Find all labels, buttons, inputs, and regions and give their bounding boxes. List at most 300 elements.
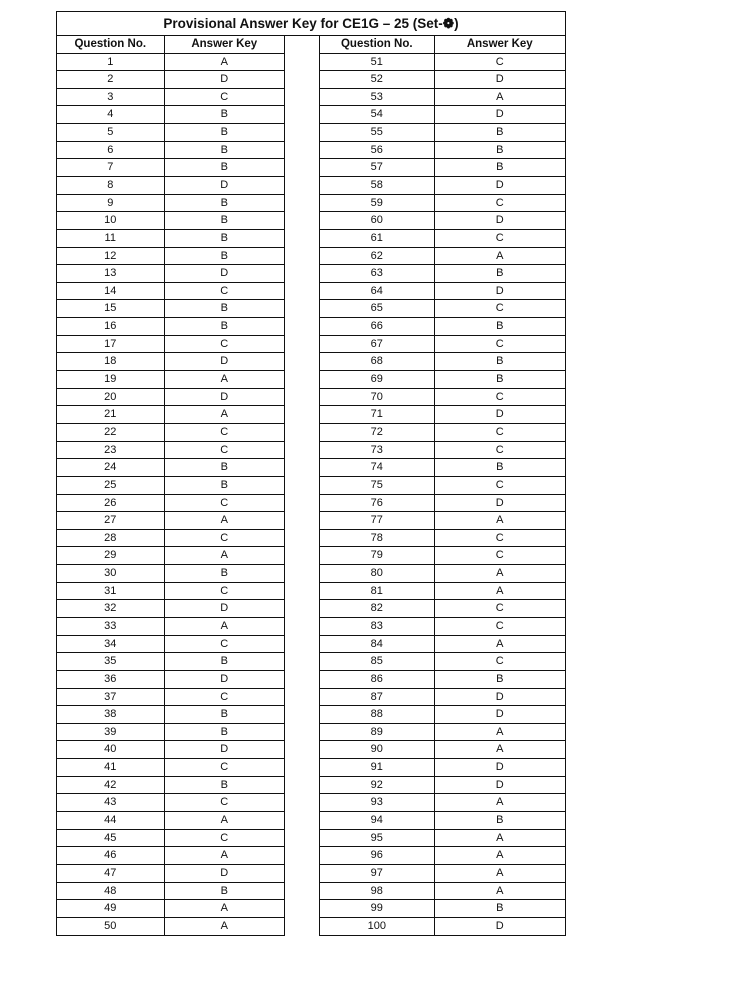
answer-key-cell: B <box>220 214 228 227</box>
table-row <box>57 388 284 406</box>
table-row <box>320 564 565 582</box>
answer-key-cell: B <box>220 320 228 333</box>
answer-key-cell: A <box>496 514 504 527</box>
answer-key-cell: B <box>220 725 228 738</box>
question-number-cell: 48 <box>57 883 165 900</box>
answer-key-cell: D <box>220 390 229 403</box>
question-number-cell: 6 <box>57 142 165 159</box>
question-number-cell: 93 <box>320 794 435 811</box>
table-row <box>57 811 284 829</box>
answer-key-cell: B <box>496 814 504 827</box>
answer-key-cell: A <box>496 866 504 879</box>
table-row <box>57 688 284 706</box>
answer-key-cell: C <box>220 337 229 350</box>
table-row <box>57 635 284 653</box>
table-row <box>57 176 284 194</box>
question-number-cell: 90 <box>320 741 435 758</box>
question-number-cell: 35 <box>57 653 165 670</box>
table-row <box>57 599 284 617</box>
question-number-cell: 70 <box>320 389 435 406</box>
table-row <box>320 317 565 335</box>
table-row <box>57 723 284 741</box>
question-number-cell: 91 <box>320 759 435 776</box>
question-number-cell: 62 <box>320 248 435 265</box>
question-number-cell: 42 <box>57 777 165 794</box>
answer-key-cell: B <box>496 161 504 174</box>
table-row <box>320 194 565 212</box>
table-row <box>57 317 284 335</box>
question-number-cell: 47 <box>57 865 165 882</box>
question-number-cell: 95 <box>320 830 435 847</box>
table-row <box>57 740 284 758</box>
table-row <box>57 211 284 229</box>
answer-key-cell: D <box>220 866 229 879</box>
answer-key-cell: A <box>496 637 504 650</box>
answer-key-cell: A <box>220 849 228 862</box>
question-number-cell: 7 <box>57 159 165 176</box>
question-number-cell: 44 <box>57 812 165 829</box>
table-row <box>320 599 565 617</box>
answer-key-cell: C <box>495 196 504 209</box>
answer-key-cell: D <box>495 284 504 297</box>
answer-key-cell: B <box>496 373 504 386</box>
question-number-cell: 39 <box>57 724 165 741</box>
table-row <box>320 688 565 706</box>
answer-key-cell: C <box>220 761 229 774</box>
answer-key-cell: A <box>220 55 228 68</box>
question-number-cell: 64 <box>320 283 435 300</box>
answer-key-cell: A <box>496 831 504 844</box>
question-number-cell: 60 <box>320 212 435 229</box>
question-number-cell: 65 <box>320 300 435 317</box>
table-row <box>57 105 284 123</box>
answer-key-cell: C <box>495 549 504 562</box>
answer-key-cell: B <box>496 672 504 685</box>
question-number-cell: 13 <box>57 265 165 282</box>
answer-key-cell: C <box>220 443 229 456</box>
table-row <box>57 846 284 864</box>
question-number-cell: 79 <box>320 547 435 564</box>
answer-key-cell: A <box>220 373 228 386</box>
table-row <box>57 670 284 688</box>
question-number-cell: 43 <box>57 794 165 811</box>
table-row <box>320 105 565 123</box>
answer-key-cell: A <box>496 584 504 597</box>
table-row <box>320 458 565 476</box>
table-row <box>57 141 284 159</box>
table-row <box>320 917 565 935</box>
answer-key-cell: D <box>495 178 504 191</box>
table-row <box>320 899 565 917</box>
answer-key-cell: C <box>495 531 504 544</box>
answer-key-cell: D <box>495 214 504 227</box>
answer-key-cell: C <box>220 425 229 438</box>
question-number-cell: 10 <box>57 212 165 229</box>
answer-key-cell: A <box>220 902 228 915</box>
table-row <box>320 546 565 564</box>
answer-key-cell: A <box>496 249 504 262</box>
question-number-cell: 31 <box>57 583 165 600</box>
answer-key-cell: A <box>496 90 504 103</box>
question-number-cell: 87 <box>320 689 435 706</box>
question-number-cell: 27 <box>57 512 165 529</box>
table-row <box>57 705 284 723</box>
answer-key-cell: D <box>495 108 504 121</box>
question-number-cell: 20 <box>57 389 165 406</box>
answer-key-cell: C <box>495 655 504 668</box>
answer-key-sheet <box>56 11 566 934</box>
table-row <box>320 229 565 247</box>
table-row <box>320 441 565 459</box>
table-row <box>57 458 284 476</box>
question-number-cell: 78 <box>320 530 435 547</box>
answer-key-cell: A <box>220 919 228 932</box>
table-row <box>320 494 565 512</box>
table-row <box>320 476 565 494</box>
answer-key-cell: B <box>220 478 228 491</box>
table-row <box>57 264 284 282</box>
question-number-cell: 77 <box>320 512 435 529</box>
question-number-cell: 92 <box>320 777 435 794</box>
answer-key-cell: B <box>220 302 228 315</box>
table-row <box>320 635 565 653</box>
answer-key-cell: C <box>220 90 229 103</box>
answer-key-cell: B <box>496 461 504 474</box>
column-header-question: Question No. <box>57 36 165 53</box>
answer-key-cell: B <box>220 567 228 580</box>
answer-key-cell: D <box>495 778 504 791</box>
table-row <box>57 158 284 176</box>
column-header-answer: Answer Key <box>466 38 533 50</box>
table-row <box>320 529 565 547</box>
table-row <box>57 476 284 494</box>
question-number-cell: 100 <box>320 918 435 935</box>
table-row <box>320 617 565 635</box>
answer-key-cell: A <box>220 408 228 421</box>
table-row <box>320 811 565 829</box>
table-row <box>57 864 284 882</box>
question-number-cell: 99 <box>320 900 435 917</box>
table-row <box>320 176 565 194</box>
question-number-cell: 56 <box>320 142 435 159</box>
question-number-cell: 46 <box>57 847 165 864</box>
table-row <box>57 70 284 88</box>
answer-key-cell: B <box>220 161 228 174</box>
column-header-question: Question No. <box>320 36 435 53</box>
answer-key-cell: C <box>495 337 504 350</box>
table-row <box>320 405 565 423</box>
question-number-cell: 15 <box>57 300 165 317</box>
answer-key-cell: D <box>495 690 504 703</box>
answer-key-cell: B <box>220 778 228 791</box>
table-row <box>57 299 284 317</box>
table-row <box>320 582 565 600</box>
answer-key-cell: D <box>495 919 504 932</box>
table-header-row <box>57 35 284 53</box>
answer-table-left <box>56 35 285 936</box>
question-number-cell: 18 <box>57 353 165 370</box>
answer-key-cell: D <box>220 267 229 280</box>
answer-key-cell: C <box>220 284 229 297</box>
table-row <box>57 617 284 635</box>
answer-key-cell: A <box>496 567 504 580</box>
answer-key-cell: D <box>495 408 504 421</box>
table-row <box>57 247 284 265</box>
table-row <box>57 88 284 106</box>
table-row <box>57 529 284 547</box>
table-row <box>320 740 565 758</box>
question-number-cell: 1 <box>57 54 165 71</box>
question-number-cell: 17 <box>57 336 165 353</box>
answer-key-cell: D <box>495 73 504 86</box>
page-title: Provisional Answer Key for CE1G – 25 (Set-❁) <box>56 11 566 36</box>
table-row <box>57 793 284 811</box>
question-number-cell: 84 <box>320 636 435 653</box>
question-number-cell: 19 <box>57 371 165 388</box>
answer-key-cell: B <box>496 355 504 368</box>
table-row <box>320 211 565 229</box>
question-number-cell: 25 <box>57 477 165 494</box>
table-row <box>57 405 284 423</box>
table-row <box>320 723 565 741</box>
question-number-cell: 83 <box>320 618 435 635</box>
question-number-cell: 74 <box>320 459 435 476</box>
answer-key-cell: D <box>220 73 229 86</box>
answer-key-cell: D <box>220 672 229 685</box>
answer-key-cell: C <box>220 690 229 703</box>
table-row <box>57 441 284 459</box>
answer-key-cell: A <box>496 796 504 809</box>
answer-key-cell: D <box>220 602 229 615</box>
question-number-cell: 76 <box>320 495 435 512</box>
question-number-cell: 32 <box>57 600 165 617</box>
answer-key-cell: B <box>220 143 228 156</box>
table-row <box>57 882 284 900</box>
answer-key-cell: C <box>495 620 504 632</box>
answer-key-cell: C <box>495 478 504 491</box>
table-row <box>57 423 284 441</box>
table-row <box>320 793 565 811</box>
answer-key-cell: C <box>495 425 504 438</box>
question-number-cell: 66 <box>320 318 435 335</box>
table-row <box>320 123 565 141</box>
answer-key-cell: A <box>496 849 504 862</box>
table-row <box>320 882 565 900</box>
table-row <box>320 264 565 282</box>
question-number-cell: 67 <box>320 336 435 353</box>
question-number-cell: 85 <box>320 653 435 670</box>
answer-key-cell: C <box>495 602 504 615</box>
question-number-cell: 9 <box>57 195 165 212</box>
table-row <box>320 247 565 265</box>
question-number-cell: 45 <box>57 830 165 847</box>
question-number-cell: 50 <box>57 918 165 935</box>
table-row <box>57 335 284 353</box>
question-number-cell: 53 <box>320 89 435 106</box>
question-number-cell: 36 <box>57 671 165 688</box>
question-number-cell: 52 <box>320 71 435 88</box>
table-row <box>320 352 565 370</box>
question-number-cell: 40 <box>57 741 165 758</box>
table-row <box>320 829 565 847</box>
column-header-answer: Answer Key <box>191 38 258 50</box>
question-number-cell: 33 <box>57 618 165 635</box>
question-number-cell: 97 <box>320 865 435 882</box>
question-number-cell: 41 <box>57 759 165 776</box>
table-row <box>57 652 284 670</box>
question-number-cell: 61 <box>320 230 435 247</box>
question-number-cell: 58 <box>320 177 435 194</box>
table-row <box>320 864 565 882</box>
question-number-cell: 16 <box>57 318 165 335</box>
question-number-cell: 72 <box>320 424 435 441</box>
table-row <box>320 758 565 776</box>
question-number-cell: 5 <box>57 124 165 141</box>
answer-key-cell: B <box>220 231 228 244</box>
answer-key-cell: C <box>220 531 229 544</box>
table-header-row <box>320 35 565 53</box>
table-row <box>320 335 565 353</box>
answer-key-cell: D <box>495 708 504 721</box>
table-row <box>320 88 565 106</box>
question-number-cell: 2 <box>57 71 165 88</box>
answer-key-cell: B <box>220 126 228 139</box>
answer-key-cell: C <box>495 231 504 244</box>
table-row <box>57 582 284 600</box>
table-row <box>320 511 565 529</box>
table-row <box>57 282 284 300</box>
question-number-cell: 96 <box>320 847 435 864</box>
table-row <box>57 776 284 794</box>
question-number-cell: 57 <box>320 159 435 176</box>
question-number-cell: 94 <box>320 812 435 829</box>
table-row <box>57 758 284 776</box>
answer-key-cell: C <box>220 637 229 650</box>
table-row <box>57 546 284 564</box>
question-number-cell: 23 <box>57 442 165 459</box>
answer-key-cell: B <box>496 267 504 280</box>
question-number-cell: 24 <box>57 459 165 476</box>
question-number-cell: 14 <box>57 283 165 300</box>
table-row <box>57 899 284 917</box>
question-number-cell: 22 <box>57 424 165 441</box>
question-number-cell: 49 <box>57 900 165 917</box>
answer-key-cell: C <box>495 443 504 456</box>
question-number-cell: 55 <box>320 124 435 141</box>
answer-key-cell: A <box>496 725 504 738</box>
question-number-cell: 30 <box>57 565 165 582</box>
answer-key-cell: B <box>220 655 228 668</box>
question-number-cell: 59 <box>320 195 435 212</box>
question-number-cell: 51 <box>320 54 435 71</box>
table-row <box>320 846 565 864</box>
table-row <box>57 917 284 935</box>
answer-key-cell: C <box>495 55 504 68</box>
question-number-cell: 69 <box>320 371 435 388</box>
question-number-cell: 4 <box>57 106 165 123</box>
table-row <box>57 194 284 212</box>
question-number-cell: 37 <box>57 689 165 706</box>
table-row <box>320 652 565 670</box>
table-row <box>57 370 284 388</box>
question-number-cell: 81 <box>320 583 435 600</box>
question-number-cell: 3 <box>57 89 165 106</box>
question-number-cell: 38 <box>57 706 165 723</box>
answer-key-cell: A <box>496 884 504 897</box>
answer-key-cell: D <box>220 743 229 756</box>
question-number-cell: 29 <box>57 547 165 564</box>
answer-key-cell: B <box>496 143 504 156</box>
answer-key-cell: B <box>220 461 228 474</box>
table-row <box>320 776 565 794</box>
answer-key-cell: A <box>220 514 228 527</box>
question-number-cell: 26 <box>57 495 165 512</box>
question-number-cell: 75 <box>320 477 435 494</box>
answer-key-cell: C <box>220 584 229 597</box>
question-number-cell: 86 <box>320 671 435 688</box>
answer-key-cell: D <box>220 355 229 368</box>
answer-key-cell: C <box>220 796 229 809</box>
question-number-cell: 63 <box>320 265 435 282</box>
answer-key-cell: A <box>220 814 228 827</box>
question-number-cell: 71 <box>320 406 435 423</box>
question-number-cell: 98 <box>320 883 435 900</box>
table-row <box>57 53 284 71</box>
answer-key-cell: C <box>220 496 229 509</box>
answer-key-cell: D <box>220 178 229 191</box>
table-row <box>320 388 565 406</box>
table-row <box>320 299 565 317</box>
question-number-cell: 11 <box>57 230 165 247</box>
answer-key-cell: C <box>220 831 229 844</box>
answer-key-cell: A <box>220 620 228 632</box>
question-number-cell: 8 <box>57 177 165 194</box>
table-row <box>320 141 565 159</box>
table-row <box>57 229 284 247</box>
question-number-cell: 80 <box>320 565 435 582</box>
answer-key-cell: B <box>220 708 228 721</box>
answer-key-cell: A <box>496 743 504 756</box>
answer-key-cell: B <box>220 108 228 121</box>
answer-key-cell: D <box>495 496 504 509</box>
answer-key-cell: D <box>495 761 504 774</box>
question-number-cell: 12 <box>57 248 165 265</box>
answer-key-cell: B <box>496 902 504 915</box>
table-row <box>57 123 284 141</box>
question-number-cell: 68 <box>320 353 435 370</box>
answer-key-cell: B <box>220 884 228 897</box>
question-number-cell: 88 <box>320 706 435 723</box>
table-row <box>320 705 565 723</box>
question-number-cell: 82 <box>320 600 435 617</box>
question-number-cell: 28 <box>57 530 165 547</box>
table-row <box>320 670 565 688</box>
answer-key-cell: C <box>495 302 504 315</box>
answer-key-cell: B <box>220 196 228 209</box>
table-row <box>320 370 565 388</box>
table-row <box>320 70 565 88</box>
table-row <box>57 352 284 370</box>
table-row <box>57 511 284 529</box>
question-number-cell: 73 <box>320 442 435 459</box>
table-row <box>57 564 284 582</box>
question-number-cell: 54 <box>320 106 435 123</box>
table-row <box>57 494 284 512</box>
table-row <box>320 53 565 71</box>
question-number-cell: 21 <box>57 406 165 423</box>
answer-table-right <box>319 35 566 936</box>
question-number-cell: 34 <box>57 636 165 653</box>
